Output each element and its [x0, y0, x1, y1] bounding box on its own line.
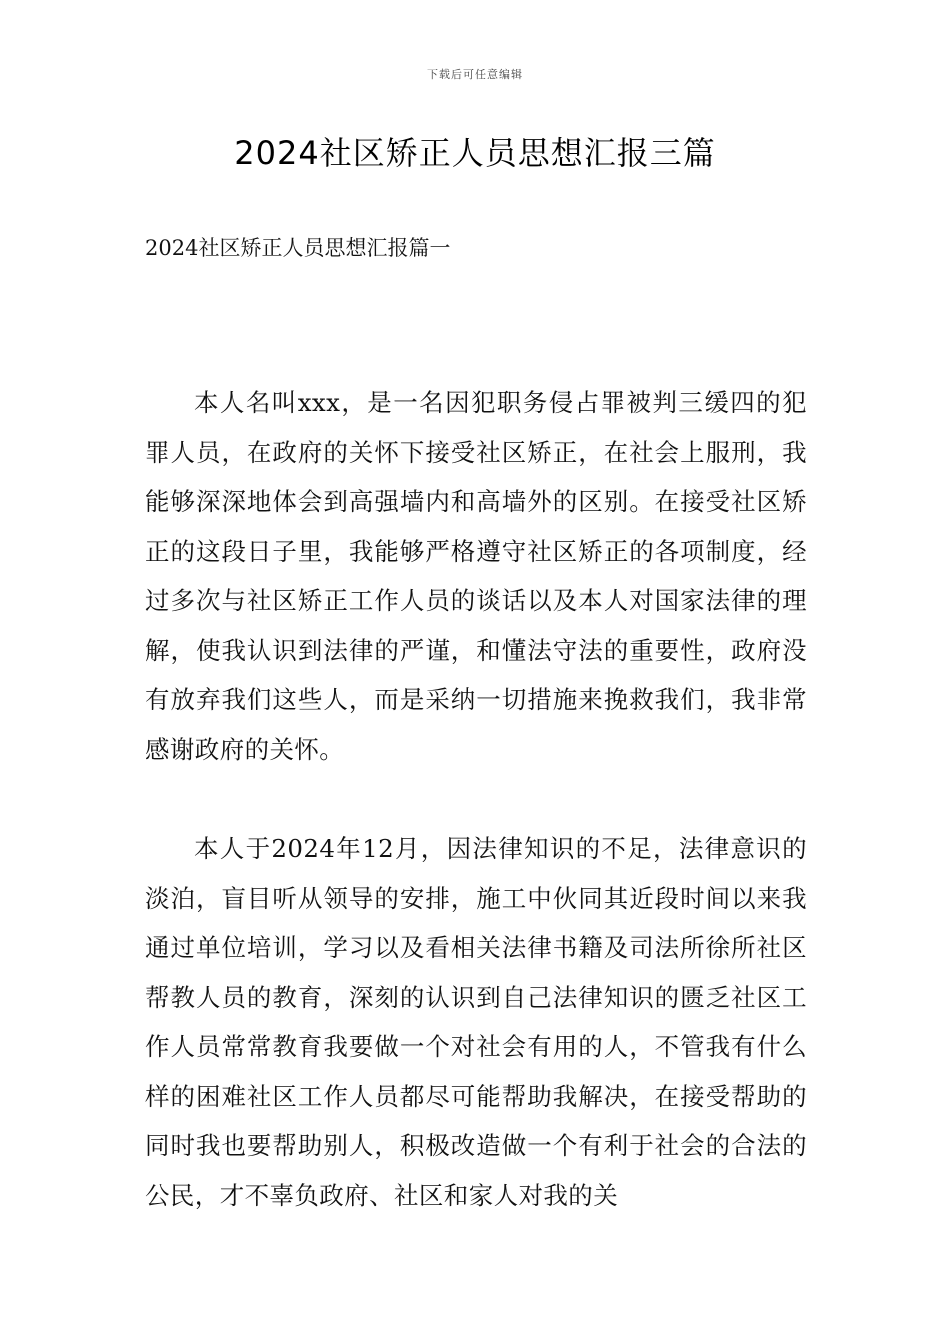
section-heading: 2024社区矫正人员思想汇报篇一: [145, 236, 451, 260]
paragraph-1: 本人名叫xxx，是一名因犯职务侵占罪被判三缓四的犯罪人员，在政府的关怀下接受社区矫正，在社会上服刑，我能够深深地体会到高强墙内和高墙外的区别。在接受社区矫正的这段日子里，我能够严格遵守社区矫正的各项制度，经过多次与社区矫正工作人员的谈话以及本人对国家法律的理解，使我认识到法律的严谨，和懂法守法的重要性，政府没有放弃我们这些人，而是采纳一切措施来挽救我们，我非常感谢政府的关怀。: [145, 388, 807, 764]
paragraph-2: 本人于2024年12月，因法律知识的不足，法律意识的淡泊，盲目听从领导的安排，施工中伙同其近段时间以来我通过单位培训，学习以及看相关法律书籍及司法所徐所社区帮教人员的教育，深刻的认识到自己法律知识的匮乏社区工作人员常常教育我要做一个对社会有用的人，不管我有什么样的困难社区工作人员都尽可能帮助我解决，在接受帮助的同时我也要帮助别人，积极改造做一个有利于社会的合法的公民，才不辜负政府、社区和家人对我的关: [145, 834, 807, 1210]
document-title: 2024社区矫正人员思想汇报三篇: [234, 134, 716, 172]
header-note: 下载后可任意编辑: [427, 68, 523, 81]
